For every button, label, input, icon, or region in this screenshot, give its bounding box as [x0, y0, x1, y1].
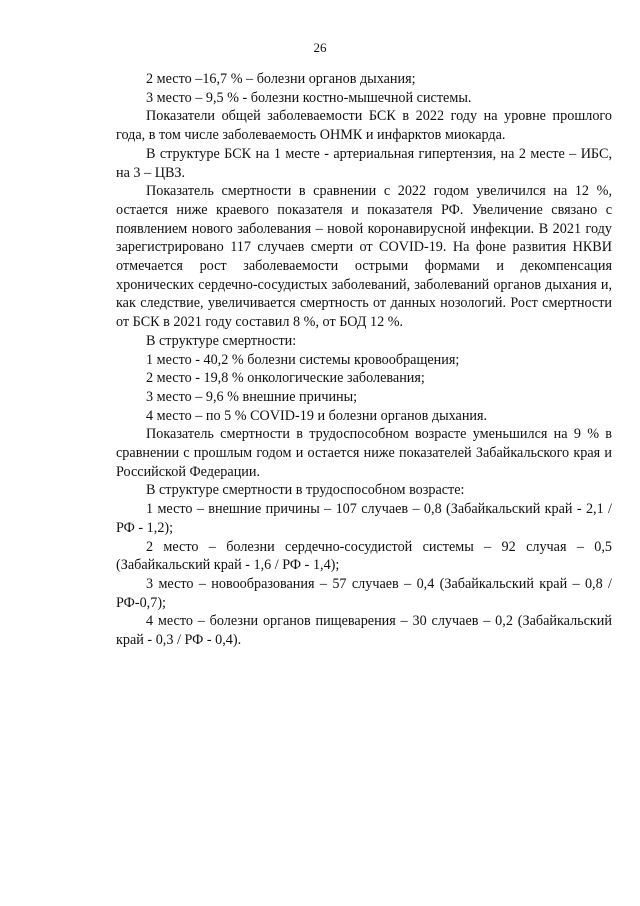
- document-body: [116, 70, 612, 650]
- paragraph-rank-2-respiratory: 2 место –16,7 % – болезни органов дыхания;: [146, 71, 416, 87]
- paragraph-mortality-rank-2: 2 место - 19,8 % онкологические заболевания;: [146, 370, 425, 387]
- paragraph-mortality-rank-4: 4 место – по 5 % COVID-19 и болезни органов дыхания.: [146, 407, 488, 424]
- paragraph-mortality-overview: Показатель смертности в сравнении с 2022 годом увеличился на 12 %, остается ниже краевого показателя и показателя РФ. Увеличение связано с появлением нового заболевания – новой коронавирусной инфекции. В 2021 году зарегистрировано 117 случаев смерти от COVID-19. На фоне развития НКВИ отмечается рост заболеваемости острыми формами и декомпенсация хронических сердечно-сосудистых заболеваний, заболеваний органов дыхания и, как следствие, увеличивается смертность от данных нозологий. Рост смертности от БСК в 2021 году составил 8 %, от БОД 12 %.: [116, 183, 612, 331]
- page-number: 26: [313, 40, 327, 55]
- paragraph-bsk-structure: В структуре БСК на 1 месте - артериальная гипертензия, на 2 месте – ИБС, на 3 – ЦВЗ.: [116, 145, 612, 181]
- paragraph-working-age-rank-2: 2 место – болезни сердечно-сосудистой системы – 92 случая – 0,5 (Забайкальский край - 1,6 / РФ - 1,4);: [116, 538, 612, 574]
- paragraph-working-age-rank-3: 3 место – новообразования – 57 случаев – 0,4 (Забайкальский край – 0,8 / РФ-0,7);: [116, 575, 612, 611]
- paragraph-mortality-rank-1: 1 место - 40,2 % болезни системы кровообращения;: [146, 351, 460, 368]
- paragraph-mortality-rank-3: 3 место – 9,6 % внешние причины;: [146, 388, 358, 405]
- paragraph-working-age-rank-4: 4 место – болезни органов пищеварения – 30 случаев – 0,2 (Забайкальский край - 0,3 / РФ - 0,4).: [116, 613, 612, 649]
- paragraph-mortality-structure-heading: В структуре смертности:: [146, 332, 297, 349]
- paragraph-rank-3-musculoskeletal: 3 место – 9,5 % - болезни костно-мышечной системы.: [146, 89, 472, 106]
- paragraph-working-age-mortality: Показатель смертности в трудоспособном возрасте уменьшился на 9 % в сравнении с прошлым годом и остается ниже показателей Забайкальского края и Российской Федерации.: [116, 426, 612, 480]
- paragraph-bsk-incidence: Показатели общей заболеваемости БСК в 2022 году на уровне прошлого года, в том числе заболеваемость ОНМК и инфарктов миокарда.: [116, 108, 612, 144]
- paragraph-working-age-rank-1: 1 место – внешние причины – 107 случаев – 0,8 (Забайкальский край - 2,1 / РФ - 1,2);: [116, 501, 612, 536]
- paragraph-working-age-structure-heading: В структуре смертности в трудоспособном возрасте:: [146, 482, 465, 499]
